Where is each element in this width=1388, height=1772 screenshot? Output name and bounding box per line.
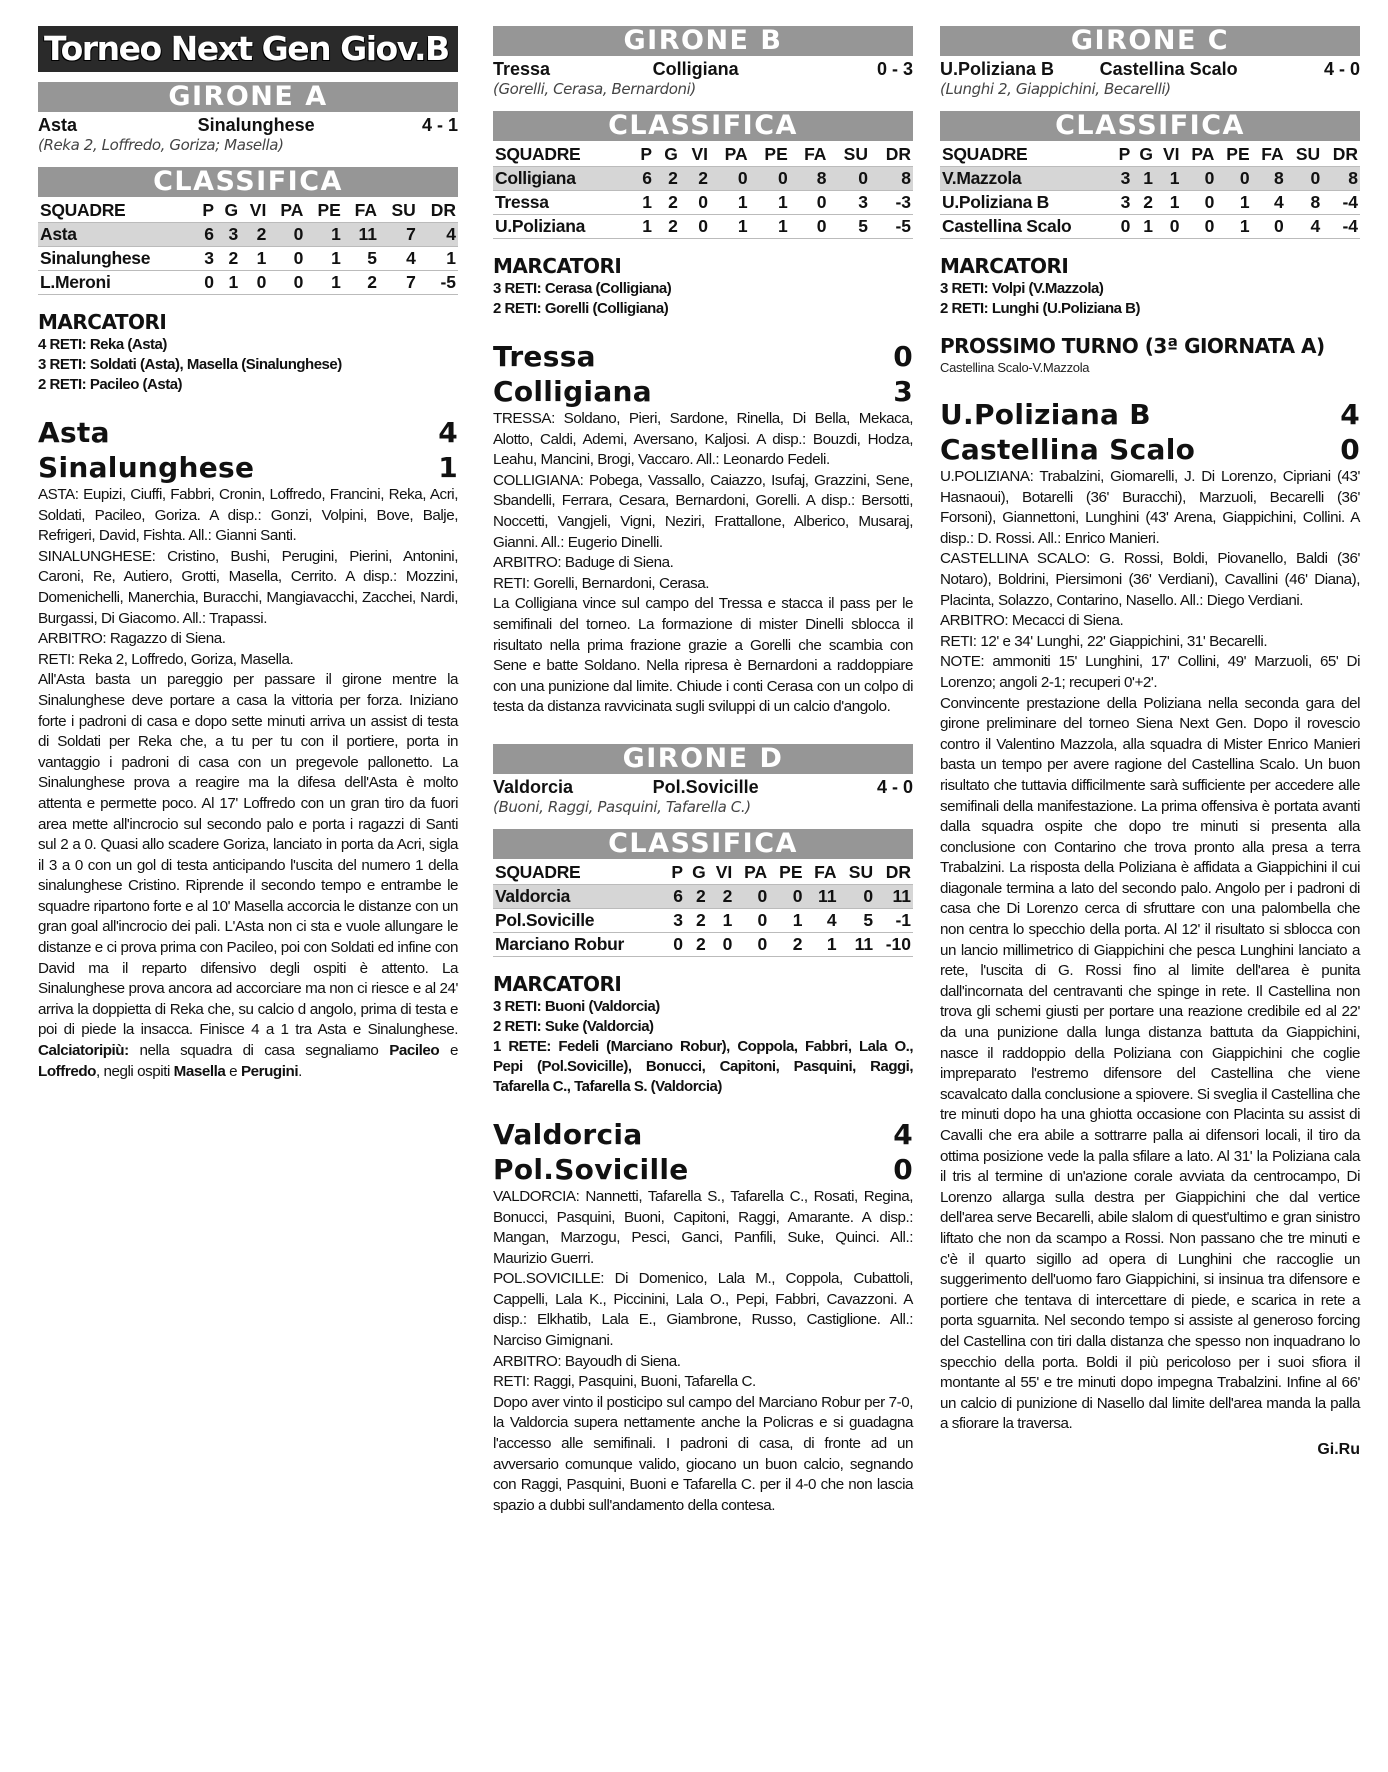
cell: 1	[631, 215, 654, 239]
referee: ARBITRO: Bayoudh di Siena.	[493, 1352, 681, 1370]
cell: 3	[1112, 167, 1132, 191]
cell: 11	[839, 932, 876, 956]
match-away-team: Pol.Sovicille	[652, 776, 759, 797]
cell: 0	[240, 271, 268, 295]
scorers-heading: MARCATORI	[940, 254, 1069, 278]
col-header: PA	[724, 144, 748, 164]
cell: 2	[216, 247, 240, 271]
col-header: PE	[317, 200, 341, 220]
col-header: SU	[848, 861, 874, 882]
cell: 8	[1322, 167, 1360, 191]
player-name: Loffredo	[38, 1062, 96, 1080]
lineup: COLLIGIANA: Pobega, Vassallo, Caiazzo, Isufaj, Grazzini, Sene, Sbandelli, Ferrara, Cesara, Bernardoni, Gorelli. A disp.: Bersotti, Noccetti, Vangjeli, Vigni, Neziri, Frattallone, Alberico, Musaraj, Gianni. All.: Eugerio Dinelli.	[493, 471, 913, 551]
standings-header-row	[493, 143, 913, 167]
column-right	[940, 26, 1360, 1461]
cell: 1	[305, 223, 343, 247]
cell: Sinalunghese	[38, 247, 195, 271]
goals: RETI: Raggi, Pasquini, Buoni, Tafarella C.	[493, 1373, 756, 1391]
report-asta	[38, 415, 458, 1082]
col-header: SQUADRE	[40, 200, 126, 220]
group-d-match	[493, 776, 913, 798]
cell: 1	[1132, 215, 1155, 239]
cell: 0	[839, 884, 876, 908]
match-away-team: Sinalunghese	[197, 115, 315, 135]
cell: 1	[769, 908, 804, 932]
cell: 0	[268, 271, 305, 295]
result-home-team: Asta	[38, 416, 110, 449]
cell: 5	[839, 908, 876, 932]
col-header: P	[671, 861, 684, 882]
cell: 0	[790, 191, 829, 215]
result-away	[493, 374, 913, 409]
col-header: FA	[1261, 144, 1284, 164]
cell: 3	[828, 191, 870, 215]
table-row	[38, 223, 458, 247]
next-round-heading: PROSSIMO TURNO (3ª GIORNATA A)	[940, 334, 1325, 358]
cell: 1	[708, 908, 735, 932]
cell: 1	[1216, 191, 1251, 215]
result-home-score: 4	[1340, 398, 1360, 431]
result-away	[940, 432, 1360, 467]
group-a-standings	[38, 199, 458, 295]
col-header: PE	[1226, 144, 1250, 164]
cell: V.Mazzola	[940, 167, 1112, 191]
cell: 5	[343, 247, 379, 271]
group-b-header: GIRONE B	[493, 26, 913, 56]
cell: 1	[750, 191, 790, 215]
cell: 0	[1216, 167, 1251, 191]
cell: 0	[1112, 215, 1132, 239]
result-away-team: Pol.Sovicille	[493, 1152, 689, 1186]
cell: 0	[268, 247, 305, 271]
referee: ARBITRO: Baduge di Siena.	[493, 554, 674, 572]
cell: 0	[665, 932, 685, 956]
player-name: Pacileo	[389, 1042, 440, 1060]
result-away-score: 1	[438, 451, 458, 484]
cell: U.Poliziana	[493, 215, 631, 239]
lineup: VALDORCIA: Nannetti, Tafarella S., Tafarella C., Rosati, Regina, Bonucci, Pasquini, Buoni, Capitoni, Raggi, Amarante. A disp.: Mangan, Marzogu, Pesci, Ganci, Panfili, Suke, Quinci. All.: Maurizio Guerri.	[493, 1187, 913, 1267]
cell: Marciano Robur	[493, 932, 665, 956]
col-header: G	[1139, 144, 1154, 164]
cell: 0	[1182, 167, 1217, 191]
cell: 1	[1155, 191, 1182, 215]
cell: 0	[750, 167, 790, 191]
cell: Pol.Sovicille	[493, 908, 665, 932]
player-name: Perugini	[240, 1062, 299, 1080]
match-score: 4 - 1	[421, 115, 458, 135]
scorers-line: 1 RETE: Fedeli (Marciano Robur), Coppola, Fabbri, Lala O., Pepi (Pol.Sovicille), Bonucci, Capitoni, Pasquini, Raggi, Tafarella C., Tafarella S. (Valdorcia)	[493, 1037, 913, 1095]
cell: 0	[708, 932, 735, 956]
standings-header-row	[38, 199, 458, 223]
author-signature: Gi.Ru	[1317, 1440, 1360, 1458]
cell: 0	[790, 215, 829, 239]
cell: 2	[343, 271, 379, 295]
group-b-match	[493, 58, 913, 80]
report-tressa	[493, 339, 913, 718]
col-header: VI	[691, 144, 708, 164]
col-header: G	[664, 144, 678, 164]
player-name: Masella	[173, 1062, 226, 1080]
cell: 1	[750, 215, 790, 239]
highlight-text: .	[298, 1062, 302, 1080]
cell: 1	[305, 271, 343, 295]
cell: 7	[379, 271, 418, 295]
cell: 6	[631, 167, 654, 191]
column-left	[38, 26, 458, 1082]
match-score: 0 - 3	[876, 59, 913, 79]
standings-header: CLASSIFICA	[493, 111, 913, 141]
group-c-header: GIRONE C	[940, 26, 1360, 56]
cell: 4	[418, 223, 458, 247]
col-header: SU	[843, 144, 868, 164]
table-row	[940, 215, 1360, 239]
col-header: PA	[280, 200, 304, 220]
cell: 1	[1132, 167, 1155, 191]
table-row	[493, 908, 913, 932]
table-row	[940, 191, 1360, 215]
scorers-line: 4 RETI: Reka (Asta)	[38, 336, 167, 353]
result-away-team: Colligiana	[493, 375, 652, 408]
highlight-text: nella squadra di casa segnaliamo	[128, 1042, 390, 1060]
result-home	[493, 1117, 913, 1152]
cell: 3	[1112, 191, 1132, 215]
cell: 1	[1216, 215, 1251, 239]
scorers-line: 3 RETI: Soldati (Asta), Masella (Sinalunghese)	[38, 356, 342, 373]
cell: 4	[379, 247, 418, 271]
col-header: DR	[430, 200, 456, 220]
match-away-team: Castellina Scalo	[1099, 59, 1238, 79]
cell: 4	[1286, 215, 1323, 239]
cell: -5	[418, 271, 458, 295]
col-header: PE	[779, 861, 803, 882]
cell: Colligiana	[493, 167, 631, 191]
cell: 2	[680, 167, 710, 191]
report-body: La Colligiana vince sul campo del Tressa e stacca il pass per le semifinali del torneo. La formazione di mister Dinelli sblocca il risultato nella prima frazione grazie a Gorelli che scambia con Sene e batte Soldano. Nella ripresa è Bernardoni a raddoppiare con una punizione dal limite. Chiude i conti Cerasa con un colpo di testa da distanza ravvicinata sugli sviluppi di un calcio d'angolo.	[493, 595, 913, 716]
col-header: FA	[354, 200, 377, 220]
cell: -3	[870, 191, 913, 215]
scorers-line: 3 RETI: Buoni (Valdorcia)	[493, 997, 660, 1015]
cell: 0	[734, 908, 769, 932]
col-header: G	[692, 861, 706, 882]
highlight-text: , negli ospiti	[95, 1062, 174, 1080]
cell: 7	[379, 223, 418, 247]
lineup: ASTA: Eupizi, Ciuffi, Fabbri, Cronin, Loffredo, Francini, Reka, Acri, Soldati, Pacileo, Goriza. A disp.: Gonzi, Volpini, Bove, Balje, Refrigeri, David, Fishta. All.: Gianni Santi.	[38, 486, 458, 545]
goals: RETI: 12' e 34' Lunghi, 22' Giappichini, 31' Becarelli.	[940, 632, 1268, 650]
cell: 1	[240, 247, 268, 271]
report-body: Convincente prestazione della Poliziana nella seconda gara del girone preliminare del torneo Siena Next Gen. Dopo il rovescio contro il Valentino Mazzola, alla squadra di Mister Enrico Manieri basta un tempo per avere ragione del Castellina Scalo. Un buon risultato che tuttavia difficilmente sarà sufficiente per accedere alle semifinali della manifestazione. La prima offensiva è portata avanti dalla squadra ospite che dopo tre minuti si presenta alla conclusione con Contarino che trova pronto alla presa a terra Trabalzini. La risposta della Poliziana è affidata a Giappichini il cui diagonale termina a lato del secondo palo. Angolo per i padroni di casa che Di Lorenzo cerca di sfruttare con una palombella che non centra lo specchio della porta. Al 12' il risultato si sblocca con un lancio millimetrico di Giappichini che pesca Lunghini lanciato a rete, l'uscita di G. Rossi fino al limite dell'area è punita dall'incornata del centravanti che spinge in rete. Il Castellina non trova gli schemi giusti per portare una reazione credibile ed al 22' da una punizione dalla lunga distanza battuta da Giappichini, nasce il raddoppio della Poliziana con Giappichini che coglie impreparato l'estremo difensore del Castellina che viene scavalcato dalla conclusione a spiovere. Si sveglia il Castellina che tre minuti dopo ha una ghiotta occasione con Placinta su assist di Cavalli che era abile a sottrarre palla ai difensori locali, il tiro da ottima posizione vede la palla sfilare a lato. Al 31' la Poliziana cala il tris al termine di un'azione corale avviata da centrocampo, Di Lorenzo allarga sulla destra per Giappichini che dal vertice dell'area serve Becarelli, abile slalom di quest'ultimo e gran sinistro liftato che non da scampo a Rossi. Non passano che tre minuti e c'è il quarto sigillo ad opera di Lunghini che raccoglie un suggerimento dell'uomo faro Giappichini, si insinua tra difensore e portiere che tentava di intercettare di piede, e scarica in rete a porta sguarnita. Nel secondo tempo si assiste al generoso forcing del Castellina con tiri dalla distanza che spesso non inquadrano lo specchio della porta. Boldi il più pericoloso per i suoi sfiora il montante al 55' e tre minuti dopo impegna Trabalzini. Infine al 66' un calcio di punizione di Nasello dal limite dell'area manda la palla a sfiorare la traversa.	[940, 694, 1360, 1433]
page-title: Torneo Next Gen Giov.B	[38, 26, 458, 72]
match-away-team: Colligiana	[652, 59, 739, 79]
cell: 0	[734, 884, 769, 908]
cell: 2	[708, 884, 735, 908]
group-a-match	[38, 114, 458, 136]
cell: 3	[216, 223, 240, 247]
match-scorers: (Lunghi 2, Giappichini, Becarelli)	[940, 80, 1171, 98]
cell: 1	[710, 215, 750, 239]
cell: 2	[685, 884, 708, 908]
result-home-score: 0	[893, 340, 913, 373]
lineup: CASTELLINA SCALO: G. Rossi, Boldi, Piovanello, Baldi (36' Notaro), Boldrini, Piersimoni (36' Verdiani), Cavallini (46' Diana), Placinta, Solazzo, Contarino, Nasello. All.: Diego Verdiani.	[940, 550, 1360, 609]
col-header: SQUADRE	[942, 144, 1028, 164]
table-row	[940, 167, 1360, 191]
cell: 4	[1252, 191, 1286, 215]
cell: 0	[268, 223, 305, 247]
cell: 0	[680, 215, 710, 239]
match-home-team: Valdorcia	[493, 776, 574, 797]
lineup: SINALUNGHESE: Cristino, Bushi, Perugini, Pierini, Antonini, Caroni, Re, Autiero, Grotti, Masella, Cerrito. A disp.: Mozzini, Domenichelli, Manerchia, Buracchi, Mangiavacchi, Zacchei, Nardi, Burgassi, Di Giacomo. All.: Trapassi.	[38, 547, 458, 627]
cell: 8	[1252, 167, 1286, 191]
col-header: PE	[764, 144, 788, 164]
col-header: VI	[715, 861, 733, 882]
cell: Tressa	[493, 191, 631, 215]
cell: 5	[828, 215, 870, 239]
group-d-header: GIRONE D	[493, 744, 913, 774]
table-row	[493, 215, 913, 239]
col-header: SQUADRE	[495, 144, 581, 164]
scorers-line: 2 RETI: Suke (Valdorcia)	[493, 1017, 654, 1035]
match-home-team: Tressa	[493, 59, 551, 79]
standings-header: CLASSIFICA	[940, 111, 1360, 141]
referee: ARBITRO: Mecacci di Siena.	[940, 612, 1124, 630]
cell: 0	[734, 932, 769, 956]
report-body	[38, 670, 458, 1082]
result-away-team: Castellina Scalo	[940, 433, 1196, 466]
cell: 0	[710, 167, 750, 191]
cell: 1	[216, 271, 240, 295]
standings-header: CLASSIFICA	[493, 829, 913, 859]
cell: 2	[654, 191, 680, 215]
match-scorers: (Buoni, Raggi, Pasquini, Tafarella C.)	[493, 797, 751, 816]
result-away-score: 0	[893, 1152, 913, 1186]
highlight-text: e	[439, 1042, 458, 1060]
cell: 1	[418, 247, 458, 271]
match-home-team: Asta	[38, 115, 78, 135]
lineup: POL.SOVICILLE: Di Domenico, Lala M., Coppola, Cubattoli, Cappelli, Lala K., Piccinini, Lala O., Pepi, Fabbri, Cavazzoni. A disp.: Elkhatib, Lala E., Giambrone, Russo, Castiglione. All.: Narciso Gimignani.	[493, 1270, 913, 1350]
col-header: P	[640, 144, 653, 164]
cell: 2	[685, 908, 708, 932]
scorers-line: 2 RETI: Lunghi (U.Poliziana B)	[940, 300, 1140, 317]
goals: RETI: Reka 2, Loffredo, Goriza, Masella.	[38, 650, 294, 668]
col-header: DR	[885, 144, 911, 164]
result-away	[493, 1152, 913, 1187]
standings-header-row	[940, 143, 1360, 167]
scorers-line: 2 RETI: Pacileo (Asta)	[38, 376, 183, 393]
lineup: TRESSA: Soldano, Pieri, Sardone, Rinella, Di Bella, Mekaca, Alotto, Caldi, Ademi, Aversano, Kaljosi. A disp.: Bouzdi, Hodza, Leahu, Mancini, Brogi, Vaccaro. All.: Leonardo Fedeli.	[493, 410, 913, 469]
col-header: SQUADRE	[495, 861, 581, 882]
match-home-team: U.Poliziana B	[940, 59, 1055, 79]
next-round-match: Castellina Scalo-V.Mazzola	[940, 360, 1090, 375]
col-header: VI	[249, 200, 267, 220]
table-row	[38, 247, 458, 271]
result-home-team: U.Poliziana B	[940, 398, 1151, 431]
standings-header: CLASSIFICA	[38, 167, 458, 197]
lineup: U.POLIZIANA: Trabalzini, Giomarelli, J. Di Lorenzo, Cipriani (43' Hasnaoui), Botarelli (36' Buracchi), Marzuoli, Becarelli (36' Forsoni), Giannettoni, Lunghini (43' Arena, Giappichini, Collini. A disp.: D. Rossi. All.: Enrico Manieri.	[940, 468, 1360, 547]
cell: 6	[665, 884, 685, 908]
col-header: VI	[1162, 144, 1180, 164]
result-away-score: 3	[893, 375, 913, 408]
cell: 3	[665, 908, 685, 932]
cell: 0	[1155, 215, 1182, 239]
cell: 8	[790, 167, 829, 191]
cell: Asta	[38, 223, 195, 247]
cell: -5	[870, 215, 913, 239]
result-away-score: 0	[1340, 433, 1360, 466]
col-header: SU	[391, 200, 416, 220]
report-valdorcia	[493, 1117, 913, 1517]
result-home	[493, 339, 913, 374]
cell: 11	[343, 223, 379, 247]
group-b-standings	[493, 143, 913, 239]
table-row	[493, 884, 913, 908]
cell: 0	[1252, 215, 1286, 239]
cell: 2	[685, 932, 708, 956]
result-home-team: Valdorcia	[493, 1117, 643, 1151]
cell: 11	[875, 884, 913, 908]
cell: 4	[805, 908, 839, 932]
group-d-standings	[493, 861, 913, 957]
cell: 2	[240, 223, 268, 247]
result-home	[940, 397, 1360, 432]
cell: L.Meroni	[38, 271, 195, 295]
scorers-heading: MARCATORI	[38, 310, 167, 334]
cell: 3	[195, 247, 217, 271]
cell: 8	[1286, 191, 1323, 215]
col-header: PA	[1191, 144, 1215, 164]
match-scorers: (Reka 2, Loffredo, Goriza; Masella)	[38, 136, 284, 154]
cell: Castellina Scalo	[940, 215, 1112, 239]
cell: 0	[1286, 167, 1323, 191]
group-a-header: GIRONE A	[38, 82, 458, 112]
cell: -4	[1322, 191, 1360, 215]
cell: Valdorcia	[493, 884, 665, 908]
match-scorers: (Gorelli, Cerasa, Bernardoni)	[493, 80, 696, 98]
table-row	[493, 167, 913, 191]
cell: 11	[805, 884, 839, 908]
cell: 8	[870, 167, 913, 191]
standings-header-row	[493, 861, 913, 885]
report-poliziana	[940, 397, 1360, 1461]
col-header: G	[224, 200, 239, 220]
scorers-line: 2 RETI: Gorelli (Colligiana)	[493, 300, 669, 317]
col-header: SU	[1295, 144, 1321, 164]
cell: 6	[195, 223, 217, 247]
result-home-team: Tressa	[493, 340, 596, 373]
cell: 0	[1182, 191, 1217, 215]
result-away	[38, 450, 458, 485]
col-header: P	[1118, 144, 1131, 164]
cell: -10	[875, 932, 913, 956]
table-row	[493, 191, 913, 215]
cell: 1	[1155, 167, 1182, 191]
col-header: FA	[804, 144, 827, 164]
scorers-heading: MARCATORI	[493, 254, 622, 278]
cell: 1	[631, 191, 654, 215]
scorers-line: 3 RETI: Volpi (V.Mazzola)	[940, 280, 1104, 297]
match-notes: NOTE: ammoniti 15' Lunghini, 17' Collini, 49' Marzuoli, 65' Di Lorenzo; angoli 2-1; recuperi 0'+2'.	[940, 653, 1360, 691]
cell: -4	[1322, 215, 1360, 239]
col-header: DR	[1332, 144, 1358, 164]
cell: -1	[875, 908, 913, 932]
cell: 0	[680, 191, 710, 215]
cell: 0	[828, 167, 870, 191]
result-home-score: 4	[438, 416, 458, 449]
scorers-heading: MARCATORI	[493, 971, 622, 996]
table-row	[493, 932, 913, 956]
result-home-score: 4	[893, 1117, 913, 1151]
col-header: PA	[744, 861, 768, 882]
scorers-line: 3 RETI: Cerasa (Colligiana)	[493, 280, 672, 297]
cell: 0	[195, 271, 217, 295]
column-middle	[493, 26, 913, 1516]
cell: 2	[769, 932, 804, 956]
cell: U.Poliziana B	[940, 191, 1112, 215]
cell: 2	[654, 167, 680, 191]
cell: 2	[654, 215, 680, 239]
report-body: Dopo aver vinto il posticipo sul campo del Marciano Robur per 7-0, la Valdorcia supera nettamente anche la Policras e si guadagna l'accesso alle semifinali. I padroni di casa, di fronte ad un avversario comunque valido, giocano un buon calcio, segnando con Raggi, Pasquini, Buoni e Tafarella C. per il 4-0 che non lascia spazio a dubbi sull'andamento della contesa.	[493, 1393, 913, 1514]
col-header: DR	[885, 861, 911, 882]
cell: 2	[1132, 191, 1155, 215]
referee: ARBITRO: Ragazzo di Siena.	[38, 630, 226, 648]
highlight-text: e	[225, 1062, 241, 1080]
cell: 0	[769, 884, 804, 908]
match-score: 4 - 0	[876, 776, 913, 797]
match-score: 4 - 0	[1323, 59, 1360, 79]
result-away-team: Sinalunghese	[38, 451, 255, 484]
col-header: P	[202, 200, 215, 220]
goals: RETI: Gorelli, Bernardoni, Cerasa.	[493, 574, 709, 592]
col-header: FA	[814, 861, 837, 882]
cell: 0	[1182, 215, 1217, 239]
report-text: All'Asta basta un pareggio per passare il girone mentre la Sinalunghese deve portare a casa la vittoria per forza. Iniziano forte i padroni di casa e dopo sette minuti arriva un assist di testa di Soldati per Reka che, a tu per tu con il portiere, porta in vantaggio i padroni di casa con un pregevole pallonetto. La Sinalunghese prova a reagire ma la difesa dell'Asta è molto attenta e permette poco. Al 17' Loffredo con un gran tiro da fuori area mette all'incrocio sul secondo palo e porta i ragazzi di Santi sul 2 a 0. Quasi allo scadere Goriza, lanciato in porta da Acri, sigla il 3 a 0 con un gol di testa anticipando l'uscita del numero 1 della sinalunghese Cristino. Riprende il secondo tempo e entrambe le squadre ripartono forte e al 10' Masella accorcia le distanze con un gran goal all'incrocio dei pali. L'Asta non ci sta e vuole allungare le distanze e ci prova prima con Pacileo, poi con Soldati ed infine con David ma il reparto difensivo degli ospiti è attento. La Sinalunghese prova ancora ad accorciare ma non ci riesce e al 24' arriva la doppietta di Reka che, su calcio d angolo, prima di testa e poi di piede la insacca. Finisce 4 a 1 tra Asta e Sinalunghese.	[38, 671, 458, 1039]
group-c-standings	[940, 143, 1360, 239]
result-home	[38, 415, 458, 450]
cell: 1	[805, 932, 839, 956]
table-row	[38, 271, 458, 295]
cell: 1	[710, 191, 750, 215]
group-c-match	[940, 58, 1360, 80]
cell: 1	[305, 247, 343, 271]
highlight-label: Calciatoripiù:	[38, 1042, 129, 1060]
